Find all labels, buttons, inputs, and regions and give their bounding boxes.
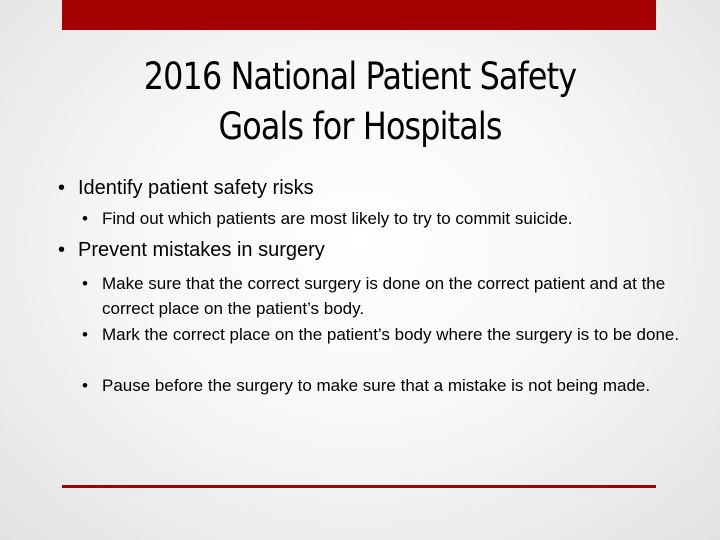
bullet-heading: Prevent mistakes in surgery [78, 239, 325, 261]
sub-bullet-text: Pause before the surgery to make sure that a mistake is not being made. [102, 376, 651, 395]
bullet-icon: • [58, 177, 66, 199]
bullet-heading: Identify patient safety risks [78, 177, 314, 199]
sub-bullet-icon: • [82, 274, 88, 293]
sub-bullet-text: Mark the correct place on the patient’s body where the surgery is to be done. [102, 325, 680, 344]
sub-bullet-icon: • [82, 209, 88, 228]
sub-bullet-text: Find out which patients are most likely to try to commit suicide. [102, 209, 573, 228]
slide-title-line-2: Goals for Hospitals [218, 105, 502, 148]
bottom-accent-line [62, 485, 656, 488]
sub-bullet-icon: • [82, 376, 88, 395]
bullet-icon: • [58, 239, 66, 261]
slide-title-line-1: 2016 National Patient Safety [143, 55, 577, 98]
sub-bullet-icon: • [82, 325, 88, 344]
sub-bullet-text: Make sure that the correct surgery is done on the correct patient and at the correct place on the patient’s body. [102, 274, 666, 318]
